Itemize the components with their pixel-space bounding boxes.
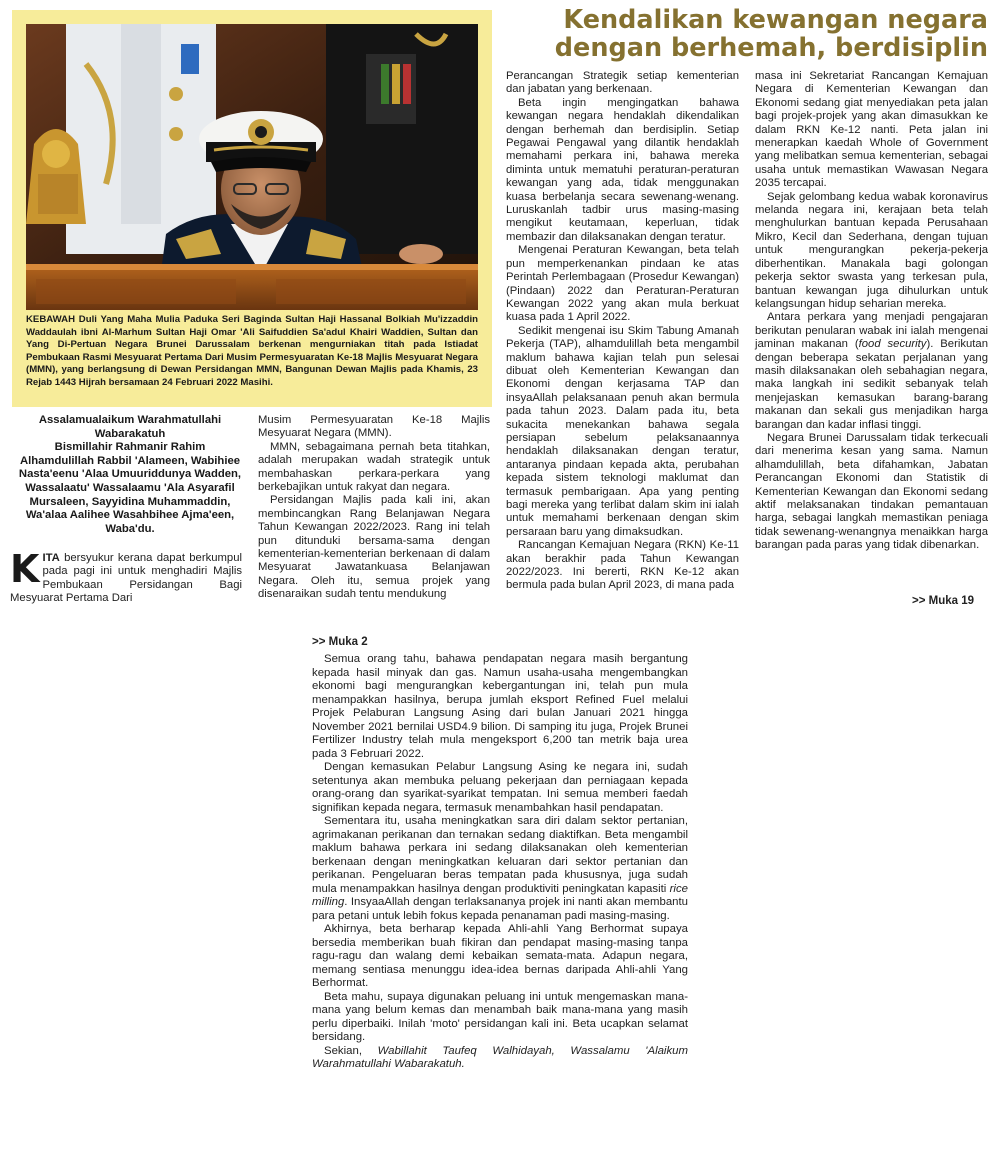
text-run: Sementara itu, usaha meningkatkan sara diri dalam sektor pertanian, agrimakanan perikanan dan ternakan sedang diaktifkan. Beta mengambil maklum bahawa perkara ini sedang dilaksanakan oleh kementerian berkenaan dengan meningkatkan keluaran dari sektor pertanian dan perikanan. Pengeluaran beras tempatan pada khususnya, juga sudah mula menampakkan hasilnya dengan produktiviti peningkatan kapasiti xyxy=(312,815,688,895)
text-run: . InsyaaAllah dengan terlaksananya projek ini nanti akan membantu para petani untuk lebih fokus kepada penanaman padi masing-masing. xyxy=(312,896,688,922)
paragraph: Akhirnya, beta berharap kepada Ahli-ahli Yang Berhormat supaya bersedia memberikan buah fikiran dan pendapat masing-masing tanpa ragu-ragu dan walang demi kebaikan semata-mata. Adapun negara, memang sentiasa menunggu idea-idea bernas daripada Ahli-ahli Yang Berhormat. xyxy=(312,923,688,989)
paragraph: Sedikit mengenai isu Skim Tabung Amanah Pekerja (TAP), alhamdulillah beta mengambil maklum bahawa kajian telah pun selesai dibuat oleh Kementerian Kewangan dan Ekonomi dengan kerjasama TAP dan insyaAllah pelaksanaan penuh akan bermula pada tahun 2023. Dalam pada itu, beta sukacita menekankan bahawa segala persiapan sebelum pelaksanaannya hendaklah dilaksanakan dengan teratur, antaranya pindaan kepada akta, perubahan kepada sistem teknologi maklumat dan termasuk pembarigaan. Apa yang penting bagi mereka yang terlibat dalam skim ini ialah untuk memahami berkenaan dengan skim persaraan baru yang dimaksudkan. xyxy=(506,324,739,538)
closing-paragraph xyxy=(312,1045,688,1072)
photo-caption: KEBAWAH Duli Yang Maha Mulia Paduka Seri Baginda Sultan Haji Hassanal Bolkiah Mu'izzaddin Waddaulah ibni Al-Marhum Sultan Haji Omar 'Ali Saifuddien Sa'adul Khairi Waddien, Sultan dan Yang Di-Pertuan Negara Brunei Darussalam berkenan mengurniakan titah pada Istiadat Pembukaan Rasmi Mesyuarat Pertama Dari Musim Permesyuaratan Ke-18 Majlis Mesyuarat Negara (MMN), yang berlangsung di Dewan Persidangan MMN, Bangunan Dewan Majlis pada Khamis, 23 Rejab 1443 Hijrah bersamaan 24 Februari 2022 Masihi. xyxy=(26,314,478,388)
italic-term: rice milling xyxy=(312,882,688,908)
paragraph: Semua orang tahu, bahawa pendapatan negara masih bergantung kepada hasil minyak dan gas. Namun usaha-usaha mengembangkan ekonomi bagi mengurangkan kebergantungan ini, telah pun mula menampakkan hasilnya, berupa jumlah eksport Refined Fuel melalui Projek Pelaburan Langsung Asing dari bulan Januari 2021 hingga November 2021 bernilai USD4.9 bilion. Di samping itu juga, Projek Brunei Fertilizer Industry telah mula mengeksport 6,200 tan metrik baja urea pada 3 Februari 2022. xyxy=(312,653,688,760)
greeting-block xyxy=(14,414,246,536)
lead-text: bersyukur kerana dapat berkumpul pada pagi ini untuk menghadiri Majlis Pembukaan Persidangan Bagi Mesyuarat Pertama Dari xyxy=(10,552,242,605)
continued-from-label: >> Muka 2 xyxy=(312,636,368,648)
sultan-photo xyxy=(26,24,478,310)
paragraph xyxy=(312,815,688,923)
paragraph: Beta mahu, supaya digunakan peluang ini untuk mengemaskan mana-mana yang belum kemas dan menambah baik mana-mana yang masih perlu diperbaiki. Inilah 'moto' persidangan kali ini. Beta ucapkan selamat bersidang. xyxy=(312,990,688,1043)
paragraph: masa ini Sekretariat Rancangan Kemajuan Negara di Kementerian Kewangan dan Ekonomi sedang giat menyediakan peta jalan bagi projek-projek yang akan dimasukkan ke dalam RKN Ke-12 nanti. Peta jalan ini menerapkan kaedah Whole of Government yang melibatkan semua kementerian, sebagai usaha untuk memastikan Wawasan Negara 2035 tercapai. xyxy=(755,70,988,190)
lead-paragraph xyxy=(10,547,242,606)
text-run: Antara perkara yang menjadi pengajaran berikutan penularan wabak ini ialah mengenai jaminan makanan ( xyxy=(755,311,988,351)
paragraph: Negara Brunei Darussalam tidak terkecuali dari menerima kesan yang sama. Namun alhamdulillah, beta difahamkan, Jabatan Perancangan Ekonomi dan Statistik di Kementerian Kewangan dan Ekonomi sedang aktif melaksanakan tindakan pemantauan harga, sebagai langkah memastikan peniaga tidak sewenang-wenangnya menaikkan harga barangan pada paras yang tidak dibenarkan. xyxy=(755,431,988,552)
greeting-line: Assalamualaikum Warahmatullahi Wabarakatuh xyxy=(38,414,222,440)
drop-cap: K xyxy=(10,547,40,591)
lead-first-word: ITA xyxy=(42,552,60,564)
text-run: ). Berikutan dengan beberapa sekatan perjalanan yang masih dilaksanakan oleh sebahagian negara, maka langkah ini sedikit sebanyak telah menjejaskan kemasukan barang-barang makanan dan sekali gus menjadikan harga barangan dan kadar inflasi tinggi. xyxy=(755,338,988,431)
text-run: Sekian, xyxy=(324,1044,378,1057)
paragraph: Musim Permesyuaratan Ke-18 Majlis Mesyuarat Negara (MMN). xyxy=(258,414,490,440)
sultan-photo-illustration xyxy=(26,24,478,310)
paragraph: Mengenai Peraturan Kewangan, beta telah pun memperkenankan pindaan ke atas Perintah Perlembagaan (Prosedur Kewangan) (Pindaan) 2022 dan Peraturan-Peraturan Kewangan 2022 yang akan mula berkuat kuasa pada 1 April 2022. xyxy=(506,244,739,324)
article-column-1 xyxy=(10,547,242,606)
paragraph: Rancangan Kemajuan Negara (RKN) Ke-11 akan berakhir pada Tahun Kewangan 2022/2023. Ini bererti, RKN Ke-12 akan bermula pada bulan April 2023, di mana pada xyxy=(506,539,739,592)
headline xyxy=(500,6,988,62)
italic-term: food security xyxy=(858,338,927,351)
paragraph: Sejak gelombang kedua wabak koronavirus melanda negara ini, kerajaan beta telah menghulurkan bantuan kepada Perusahaan Mikro, Kecil dan Sederhana, dengan tujuan untuk mengurangkan pekerja-pekerja diberhentikan. Manakala bagi golongan pekerja sektor swasta yang terkesan pula, bantuan kewangan juga dihulurkan untuk kelangsungan hidup seharian mereka. xyxy=(755,190,988,310)
greeting-line: Alhamdulillah Rabbil 'Alameen, Wabihiee Nasta'eenu 'Alaa Umuuriddunya Wadden, Wassalaatu' Wassalaamu 'Ala Asyarafil Mursaleen, Sayyidina Muhammaddin, Wa'alaa Aalihee Wasahbihee Ajma'een, Waba'du. xyxy=(18,454,242,535)
article-column-4 xyxy=(755,70,988,553)
paragraph: Beta ingin mengingatkan bahawa kewangan negara hendaklah dikendalikan dengan berhemah dan berdisiplin. Setiap Pegawai Pengawal yang dilantik hendaklah memahami perkara ini, bahawa mereka diminta untuk mematuhi peraturan-peraturan kewangan yang ada, tidak menggunakan kuasa berbelanja secara sewenang-wenang. Luruskanlah tadbir urus masing-masing mengikut keutamaan, keperluan, tidak membazir dan dilaksanakan dengan teratur. xyxy=(506,96,739,243)
greeting-line: Bismillahir Rahmanir Rahim xyxy=(54,441,206,454)
article-column-3 xyxy=(506,70,739,593)
headline-line-2: dengan berhemah, berdisiplin xyxy=(554,33,988,63)
paragraph: Dengan kemasukan Pelabur Langsung Asing ke negara ini, sudah setentunya akan membuka peluang pekerjaan dan perniagaan kepada orang-orang dan syarikat-syarikat tempatan. Ini semua memberi faedah signifikan kepada negara, termasuk menambahkan hasil pendapatan. xyxy=(312,761,688,814)
headline-line-1: Kendalikan kewangan negara xyxy=(563,5,988,35)
paragraph: MMN, sebagaimana pernah beta titahkan, adalah merupakan wadah strategik untuk membahaskan perkara-perkara yang berkebajikan untuk rakyat dan negara. xyxy=(258,440,490,494)
paragraph: Perancangan Strategik setiap kementerian dan jabatan yang berkenaan. xyxy=(506,70,739,96)
paragraph xyxy=(755,311,988,432)
paragraph: Persidangan Majlis pada kali ini, akan membincangkan Rang Belanjawan Negara Tahun Kewangan 2022/2023. Rang ini telah pun ditunduki bersama-sama dengan kementerian-kementerian berkenaan di dalam Mesyuarat Jawatankuasa Belanjawan Negara. Oleh itu, semua projek yang disenaraikan sudah tentu mendukung xyxy=(258,494,490,601)
article-column-2 xyxy=(258,414,490,602)
continued-article xyxy=(312,653,688,1072)
continue-page-link[interactable]: >> Muka 19 xyxy=(912,595,975,607)
photo-caption-box xyxy=(12,10,492,407)
italic-closing: Wabillahit Taufeq Walhidayah, Wassalamu 'Alaikum Warahmatullahi Wabarakatuh. xyxy=(312,1044,688,1070)
